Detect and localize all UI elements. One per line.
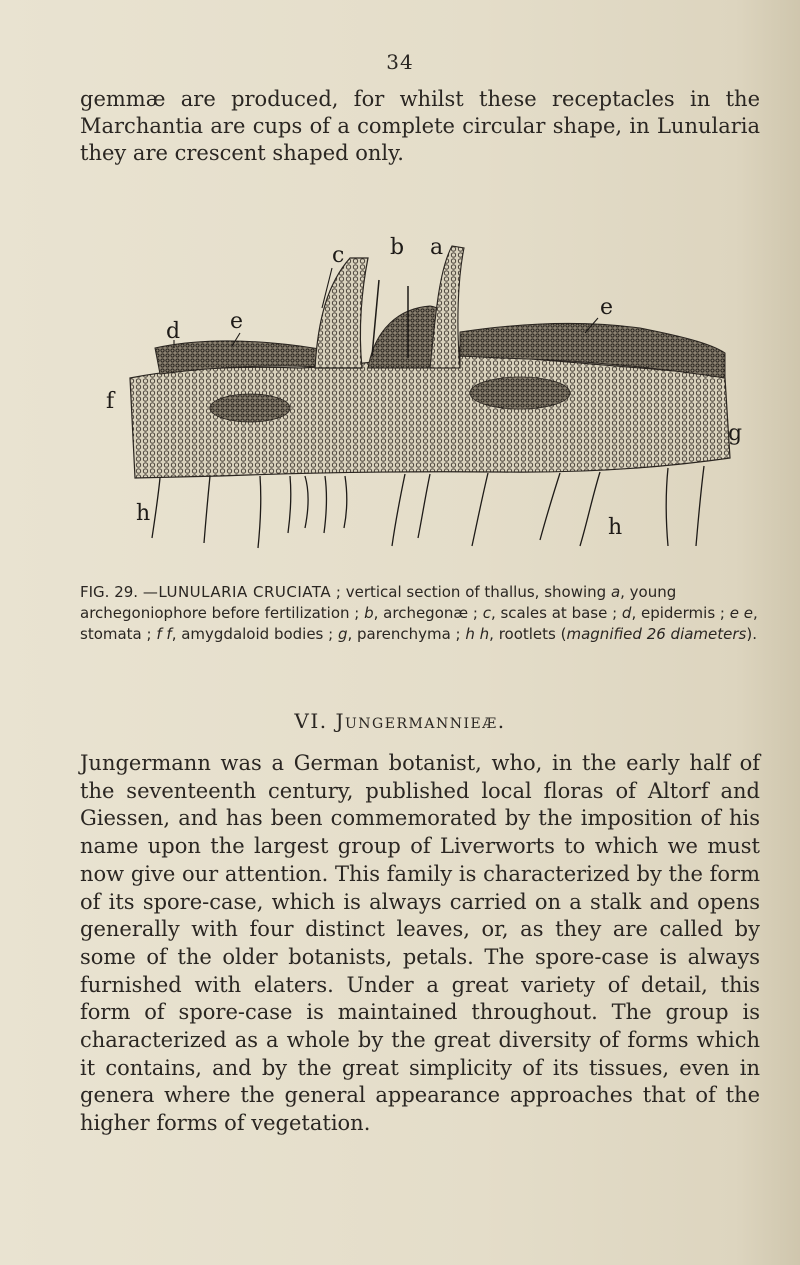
caption-magnification: magnified 26 diameters [566, 625, 747, 643]
page-number: 34 [386, 50, 414, 74]
caption-text: , rootlets ( [489, 625, 567, 643]
caption-text: ). [746, 625, 757, 643]
caption-text: , young archegoniophore before fertilization ; [80, 583, 677, 622]
caption-key-a: a [610, 583, 621, 601]
caption-species: —LUNULARIA CRUCIATA [142, 583, 332, 601]
caption-key-c: c [482, 604, 491, 622]
label-f: f [106, 389, 115, 414]
section-title: Jungermannieæ. [335, 709, 506, 733]
label-e-right: e [600, 295, 614, 320]
caption-key-f: f f [156, 625, 172, 643]
label-d: d [166, 319, 181, 344]
caption-text: , epidermis ; [631, 604, 730, 622]
label-g: g [728, 421, 743, 446]
caption-text: , archegonæ ; [373, 604, 483, 622]
caption-text: , amygdaloid bodies ; [171, 625, 338, 643]
label-a: a [430, 235, 444, 260]
caption-text: , scales at base ; [490, 604, 622, 622]
body-paragraph: Jungermann was a German botanist, who, in the early half of the seventeenth century, published local floras of Altorf and Giessen, and has been commemorated by the imposition of his name upon the largest group of Liverworts to which we must now give our attention. This family is characterized by the form of its spore-case, which is always carried on a stalk and opens generally with four distinct leaves, or, as they are called by some of the older botanists, petals. The spore-case is always furnished with elaters. Under a great variety of detail, this form of spore-case is maintained throughout. The group is characterized as a whole by the great diversity of forms which it contains, and by the great simplicity of its tissues, even in genera where the general appearance approaches that of the higher forms of vegetation. [80, 751, 760, 1136]
intro-paragraph: gemmæ are produced, for whilst these receptacles in the Marchantia are cups of a complete circular shape, in Lunularia they are crescent shaped only. [80, 87, 760, 165]
caption-fig-number: FIG. 29. [80, 583, 139, 601]
section-numeral: VI. [294, 709, 328, 733]
caption-key-g: g [337, 625, 348, 643]
caption-key-e: e e [729, 604, 753, 622]
label-h-left: h [136, 501, 151, 526]
caption-text: ; vertical section of thallus, showing [331, 583, 611, 601]
caption-key-d: d [621, 604, 632, 622]
caption-key-b: b [364, 604, 374, 622]
caption-key-h: h h [465, 625, 490, 643]
figure-caption [80, 582, 760, 645]
label-c: c [332, 243, 345, 268]
caption-text: , parenchyma ; [347, 625, 466, 643]
section-heading [0, 709, 800, 733]
thallus-section-illustration [100, 228, 750, 568]
label-e-left: e [230, 309, 244, 334]
archegoniophore [315, 258, 368, 368]
label-b: b [390, 235, 405, 260]
label-h-right: h [608, 515, 623, 540]
caption-text: , stomata ; [80, 604, 758, 643]
